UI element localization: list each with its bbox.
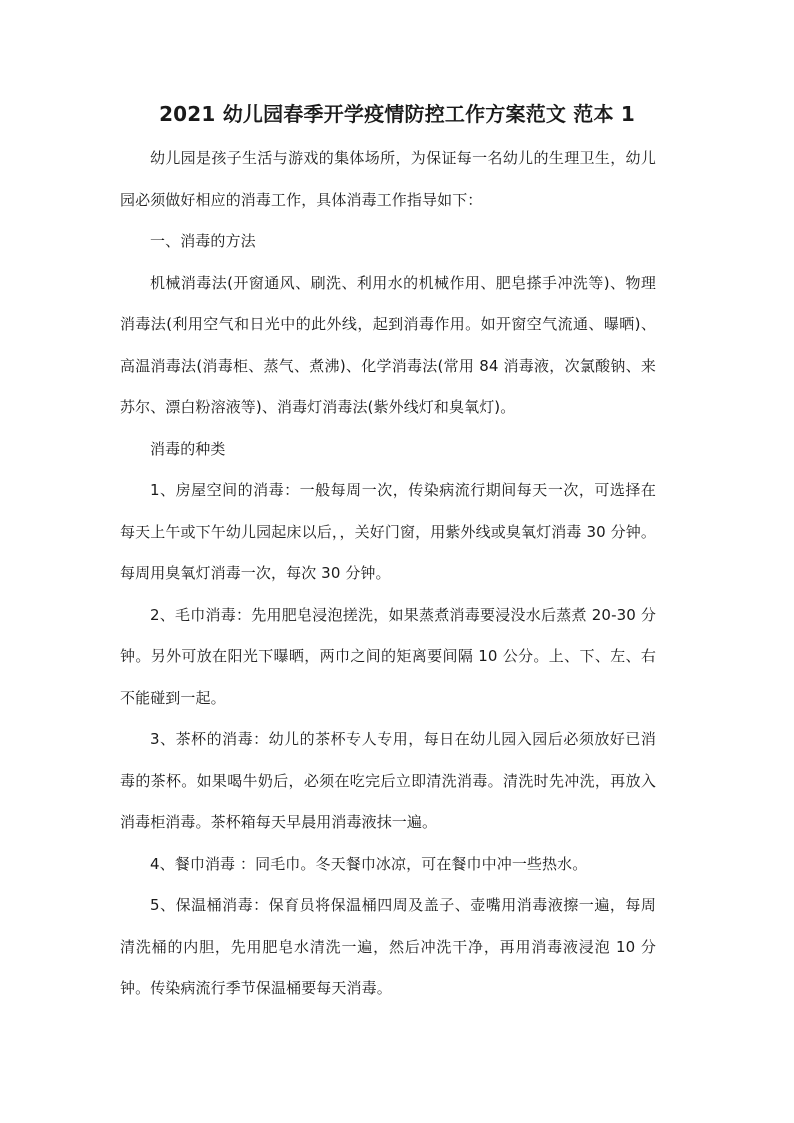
heading-disinfection-types: 消毒的种类 [150,439,226,458]
paragraph-intro: 幼儿园是孩子生活与游戏的集体场所，为保证每一名幼儿的生理卫生，幼儿园必须做好相应的消毒工作，具体消毒工作指导如下： [120,149,656,209]
paragraph-napkin-disinfection: 4、餐巾消毒 ：同毛巾。冬天餐巾冰凉，可在餐巾中冲一些热水。 [150,854,588,873]
paragraph-bucket-disinfection: 5、保温桶消毒：保育员将保温桶四周及盖子、壶嘴用消毒液擦一遍，每周清洗桶的内胆，先用肥皂水清洗一遍，然后冲洗干净，再用消毒液浸泡 10 分钟。传染病流行季节保温桶要每天消毒。 [120,896,656,997]
heading-disinfection-methods: 一、消毒的方法 [150,232,256,250]
paragraph-room-disinfection: 1、房屋空间的消毒：一般每周一次，传染病流行期间每天一次，可选择在每天上午或下午幼儿园起床以后，，关好门窗，用紫外线或臭氧灯消毒 30 分钟。每周用臭氧灯消毒一次，每次 30 分钟。 [120,481,656,582]
paragraph-methods-detail: 机械消毒法(开窗通风、刷洗、利用水的机械作用、肥皂搽手冲洗等)、物理消毒法(利用空气和日光中的此外线，起到消毒作用。如开窗空气流通、曝晒)、高温消毒法(消毒柜、蒸气、煮沸)、化学消毒法(常用 84 消毒液，次氯酸钠、来苏尔、漂白粉溶液等)、消毒灯消毒法(紫外线灯和臭氧灯)。 [120,273,656,416]
paragraph-towel-disinfection: 2、毛巾消毒：先用肥皂浸泡搓洗，如果蒸煮消毒要浸没水后蒸煮 20-30 分钟。另外可放在阳光下曝晒，两巾之间的矩离要间隔 10 公分。上、下、左、右不能碰到一起。 [120,605,656,707]
document-title: 2021 幼儿园春季开学疫情防控工作方案范文 范本 1 [159,102,635,126]
paragraph-cup-disinfection: 3、茶杯的消毒：幼儿的茶杯专人专用，每日在幼儿园入园后必须放好已消毒的茶杯。如果喝牛奶后，必须在吃完后立即清洗消毒。清洗时先冲洗，再放入消毒柜消毒。茶杯箱每天早晨用消毒液抹一遍。 [120,730,656,831]
